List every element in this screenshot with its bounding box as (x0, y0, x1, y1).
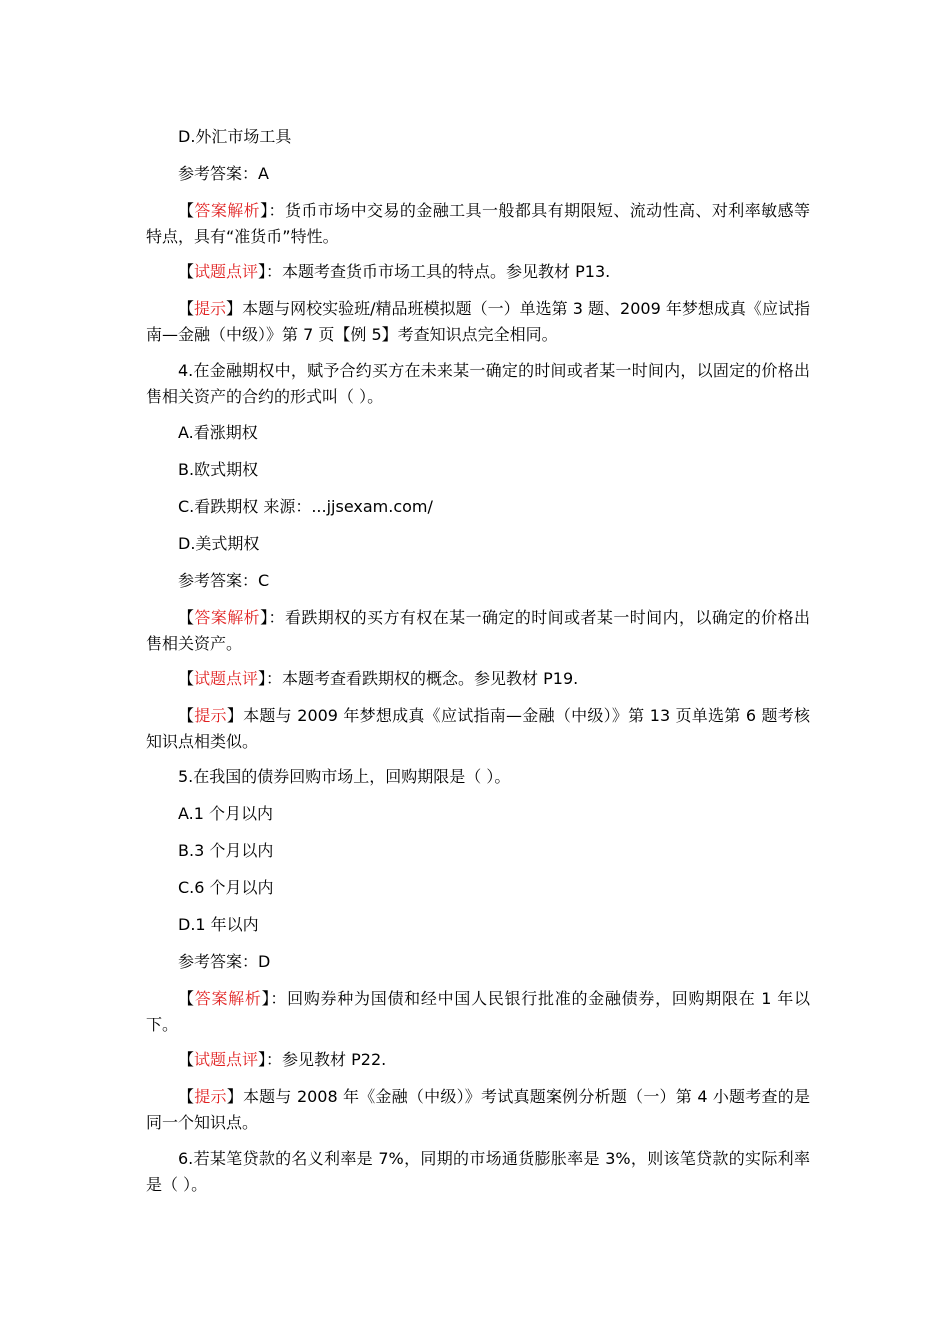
comment-label: 试题点评 (194, 669, 259, 688)
question-comment: 【试题点评】：本题考查货币市场工具的特点。参见教材 P13. (178, 262, 611, 281)
option-text: D.1 年以内 (178, 915, 259, 934)
tip-text: 本题与网校实验班/精品班模拟题（一）单选第 3 题、2009 年梦想成真《应试指南—金融（中级）》第 7 页【例 5】考查知识点完全相同。 (146, 299, 810, 344)
tip-label: 提示 (194, 1087, 227, 1106)
question-comment: 【试题点评】：本题考查看跌期权的概念。参见教材 P19. (178, 669, 579, 688)
question-comment: 【试题点评】：参见教材 P22. (178, 1050, 387, 1069)
option-text: A.看涨期权 (178, 423, 258, 442)
comment-label: 试题点评 (194, 1050, 259, 1069)
option-a (146, 420, 810, 446)
tip-text: 本题与 2009 年梦想成真《应试指南—金融（中级）》第 13 页单选第 6 题考核知识点相类似。 (146, 706, 810, 751)
explanation-label: 答案解析 (194, 608, 261, 627)
comment-text: ：参见教材 P22. (266, 1050, 387, 1069)
option-d (146, 912, 810, 938)
comment-label: 试题点评 (194, 262, 259, 281)
option-text: C.看跌期权 来源：...jjsexam.com/ (178, 497, 433, 516)
explanation-text: ：回购券种为国债和经中国人民银行批准的金融债券，回购期限在 1 年以下。 (146, 989, 810, 1034)
comment-text: ：本题考查看跌期权的概念。参见教材 P19. (266, 669, 579, 688)
explanation-text: ：货币市场中交易的金融工具一般都具有期限短、流动性高、对利率敏感等特点，具有“准货币”特性。 (146, 201, 810, 246)
option-text: D.美式期权 (178, 534, 260, 553)
explanation-label: 答案解析 (194, 989, 262, 1008)
reference-answer (146, 949, 810, 975)
tip: 【提示】本题与 2008 年《金融（中级）》考试真题案例分析题（一）第 4 小题考查的是同一个知识点。 (146, 1087, 810, 1132)
option-a (146, 801, 810, 827)
explanation-label: 答案解析 (194, 201, 261, 220)
stem-text: 6.若某笔贷款的名义利率是 7%，同期的市场通货膨胀率是 3%，则该笔贷款的实际利率是（ ）。 (146, 1149, 810, 1194)
answer-explanation: 【答案解析】：回购券种为国债和经中国人民银行批准的金融债券，回购期限在 1 年以下。 (146, 989, 810, 1034)
answer-text: 参考答案：D (178, 952, 271, 971)
tip-label: 提示 (194, 299, 227, 318)
option-c (146, 494, 810, 520)
option-d (146, 531, 810, 557)
tip: 【提示】本题与 2009 年梦想成真《应试指南—金融（中级）》第 13 页单选第 6 题考核知识点相类似。 (146, 706, 810, 751)
answer-explanation: 【答案解析】：看跌期权的买方有权在某一确定的时间或者某一时间内，以确定的价格出售相关资产。 (146, 608, 810, 653)
option-text: B.3 个月以内 (178, 841, 274, 860)
stem-text: 5.在我国的债券回购市场上，回购期限是（ ）。 (178, 767, 511, 786)
option-text: D.外汇市场工具 (178, 127, 292, 146)
stem-text: 4.在金融期权中，赋予合约买方在未来某一确定的时间或者某一时间内，以固定的价格出售相关资产的合约的形式叫（ ）。 (146, 361, 810, 406)
option-text: A.1 个月以内 (178, 804, 274, 823)
option-text: B.欧式期权 (178, 460, 259, 479)
tip: 【提示】本题与网校实验班/精品班模拟题（一）单选第 3 题、2009 年梦想成真《应试指南—金融（中级）》第 7 页【例 5】考查知识点完全相同。 (146, 299, 810, 344)
tip-text: 本题与 2008 年《金融（中级）》考试真题案例分析题（一）第 4 小题考查的是同一个知识点。 (146, 1087, 810, 1132)
answer-text: 参考答案：A (178, 164, 269, 183)
question-stem (146, 358, 810, 410)
option-c (146, 875, 810, 901)
question-stem (146, 764, 810, 790)
tip-label: 提示 (194, 706, 227, 725)
question-stem (146, 1146, 810, 1198)
option-b (146, 457, 810, 483)
reference-answer (146, 568, 810, 594)
explanation-text: ：看跌期权的买方有权在某一确定的时间或者某一时间内，以确定的价格出售相关资产。 (146, 608, 810, 653)
option-d (146, 124, 810, 150)
option-text: C.6 个月以内 (178, 878, 274, 897)
answer-text: 参考答案：C (178, 571, 270, 590)
reference-answer (146, 161, 810, 187)
comment-text: ：本题考查货币市场工具的特点。参见教材 P13. (266, 262, 611, 281)
option-b (146, 838, 810, 864)
answer-explanation: 【答案解析】：货币市场中交易的金融工具一般都具有期限短、流动性高、对利率敏感等特点，具有“准货币”特性。 (146, 201, 810, 246)
